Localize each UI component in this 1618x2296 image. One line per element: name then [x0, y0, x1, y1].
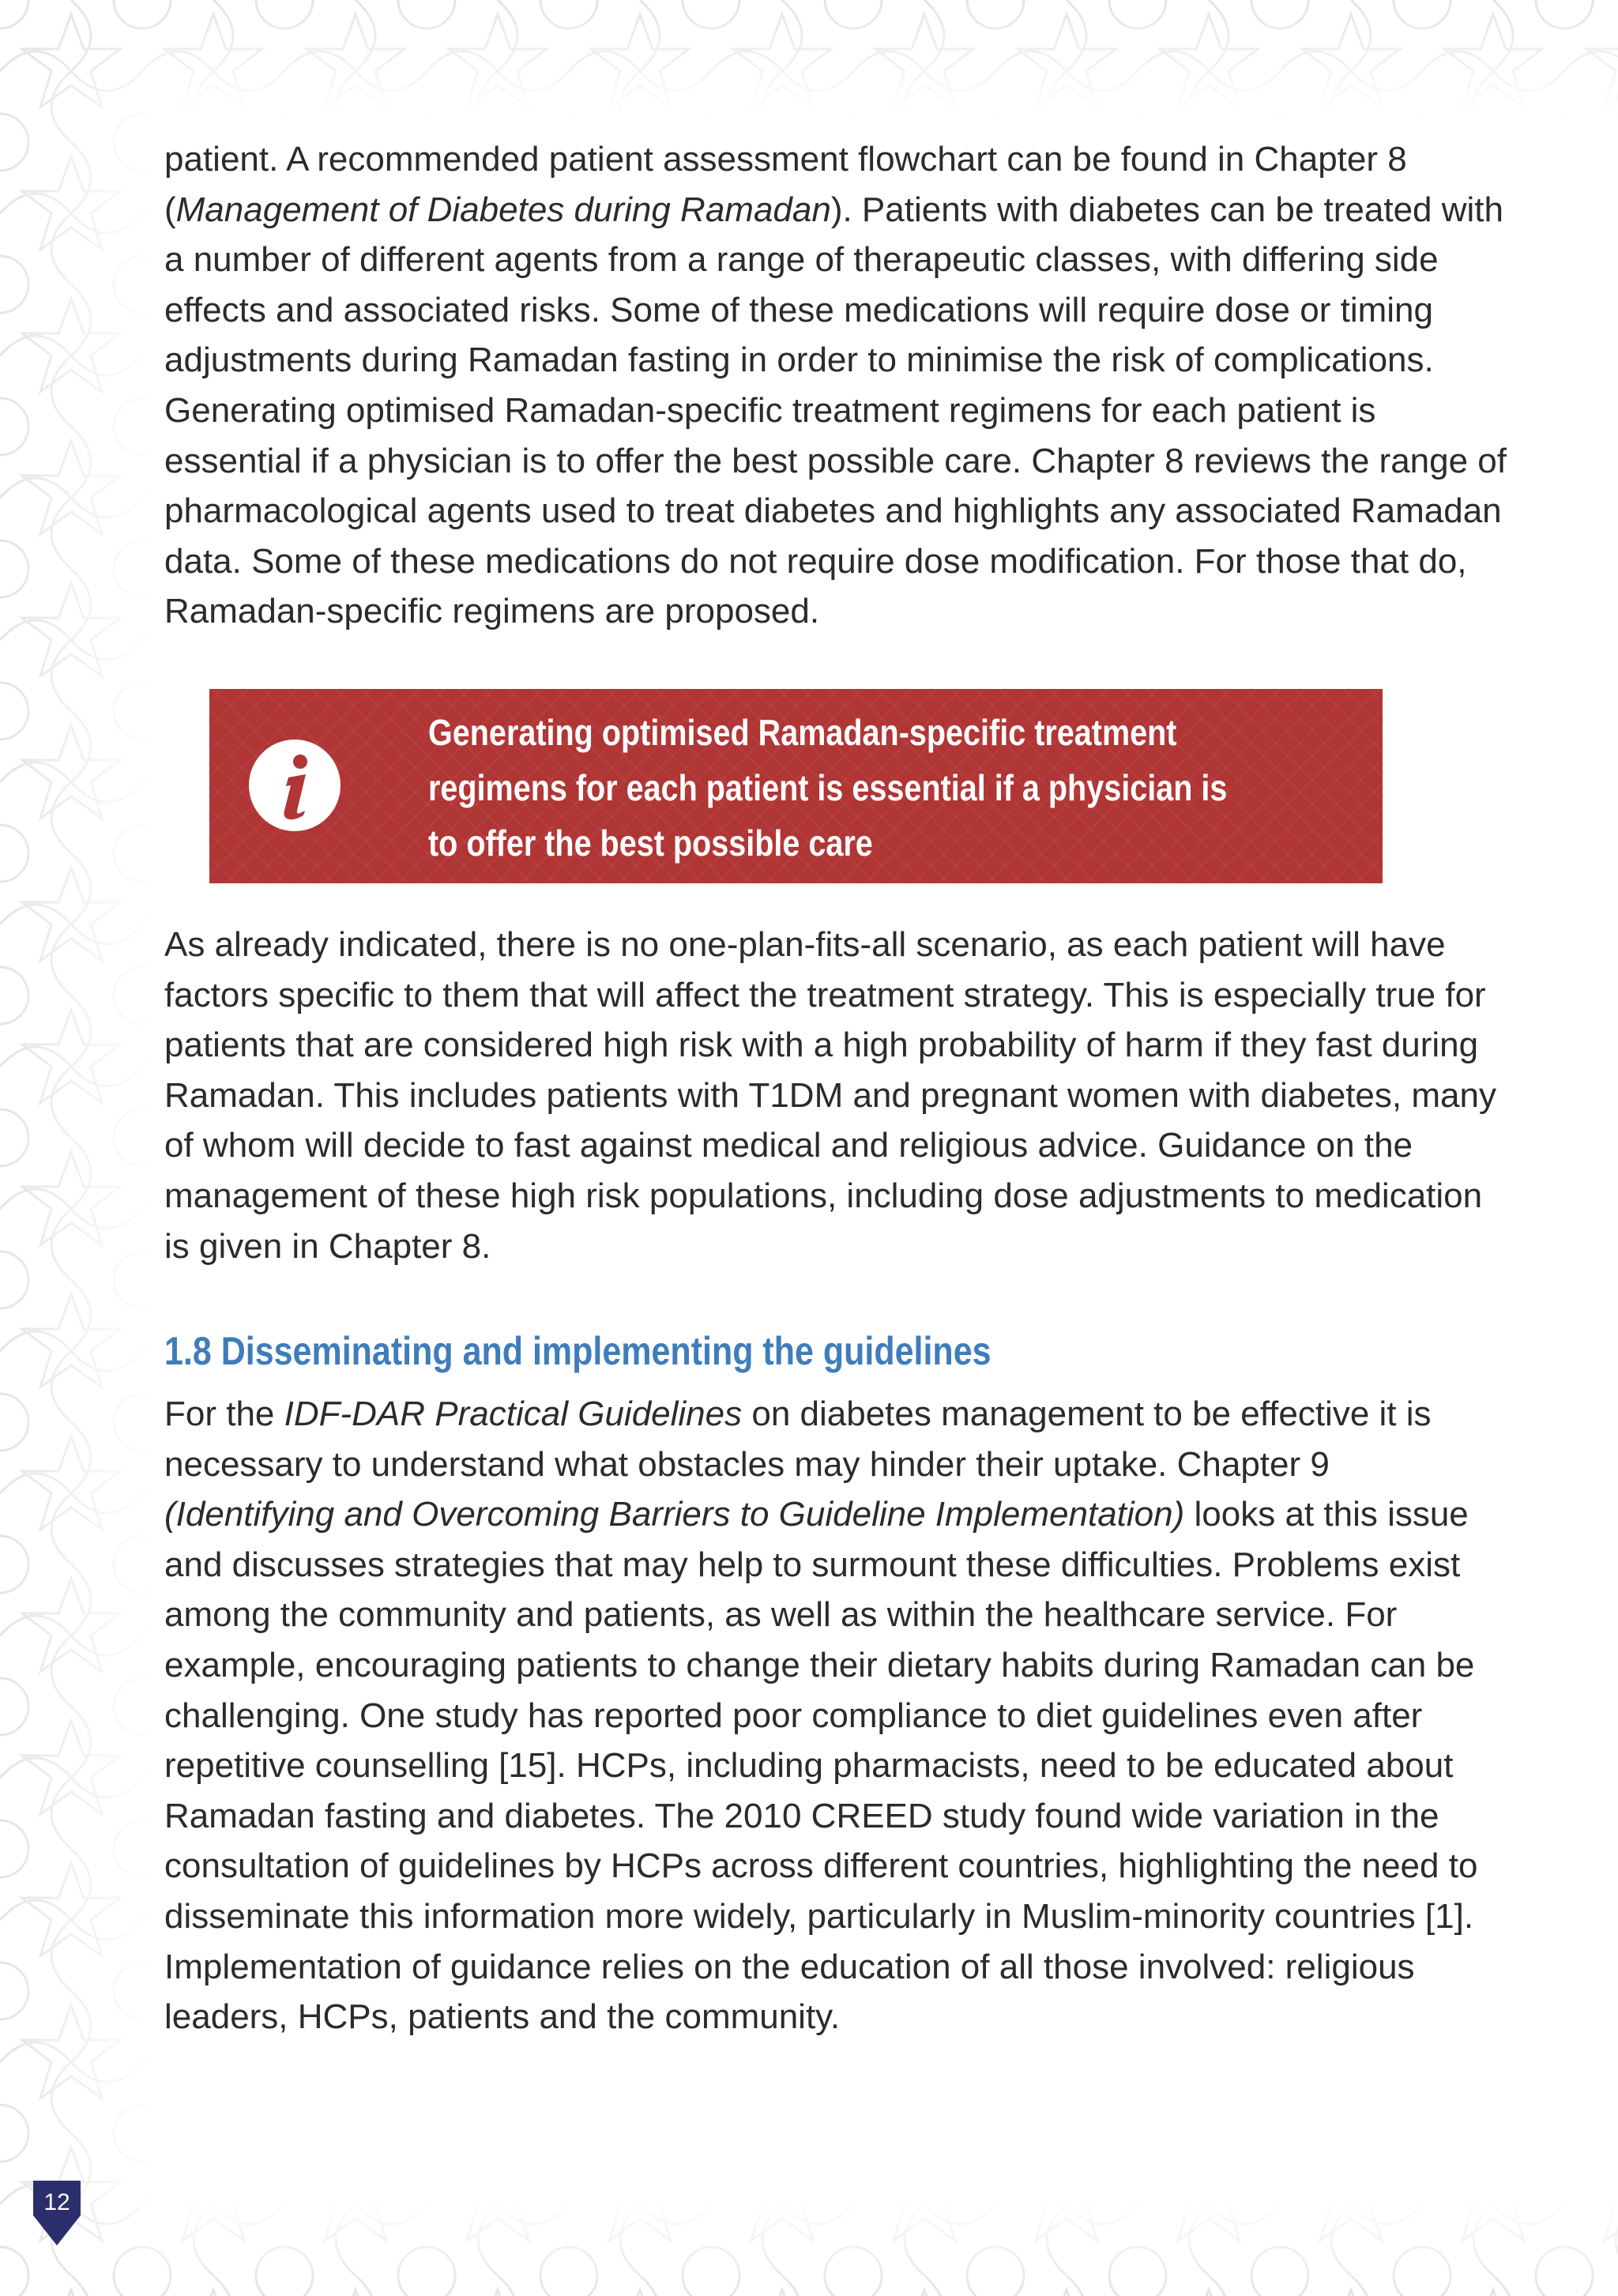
section-heading: 1.8 Disseminating and implementing the guidelines	[164, 1329, 991, 1374]
callout-text: Generating optimised Ramadan-specific treatment regimens for each patient is essential if a physician is to offer the best possible care	[428, 711, 1228, 864]
callout-box	[209, 689, 1383, 883]
page-content	[164, 134, 1507, 2042]
info-icon	[247, 738, 342, 833]
page-number: 12	[43, 2189, 70, 2215]
body-paragraph-3: For the IDF-DAR Practical Guidelines on diabetes management to be effective it is necessary to understand what obstacles may hinder their uptake. Chapter 9 (Identifying and Overcoming Barriers to Guideline Implementation) looks at this issue and discusses strategies that may help to surmount these difficulties. Problems exist among the community and patients, as well as within the healthcare service. For example, encouraging patients to change their dietary habits during Ramadan can be challenging. One study has reported poor compliance to diet guidelines even after repetitive counselling [15]. HCPs, including pharmacists, need to be educated about Ramadan fasting and diabetes. The 2010 CREED study found wide variation in the consultation of guidelines by HCPs across different countries, highlighting the need to disseminate this information more widely, particularly in Muslim-minority countries [1]. Implementation of guidance relies on the education of all those involved: religious leaders, HCPs, patients and the community.	[164, 1395, 1478, 2037]
body-paragraph-1: patient. A recommended patient assessment flowchart can be found in Chapter 8 (Management of Diabetes during Ramadan). Patients with diabetes can be treated with a number of different agents from a range of therapeutic classes, with differing side effects and associated risks. Some of these medications will require dose or timing adjustments during Ramadan fasting in order to minimise the risk of complications. Generating optimised Ramadan-specific treatment regimens for each patient is essential if a physician is to offer the best possible care. Chapter 8 reviews the range of pharmacological agents used to treat diabetes and highlights any associated Ramadan data. Some of these medications do not require dose modification. For those that do, Ramadan-specific regimens are proposed.	[164, 140, 1507, 631]
body-paragraph-2: As already indicated, there is no one-plan-fits-all scenario, as each patient will have factors specific to them that will affect the treatment strategy. This is especially true for patients that are considered high risk with a high probability of harm if they fast during Ramadan. This includes patients with T1DM and pregnant women with diabetes, many of whom will decide to fast against medical and religious advice. Guidance on the management of these high risk populations, including dose adjustments to medication is given in Chapter 8.	[164, 924, 1496, 1266]
